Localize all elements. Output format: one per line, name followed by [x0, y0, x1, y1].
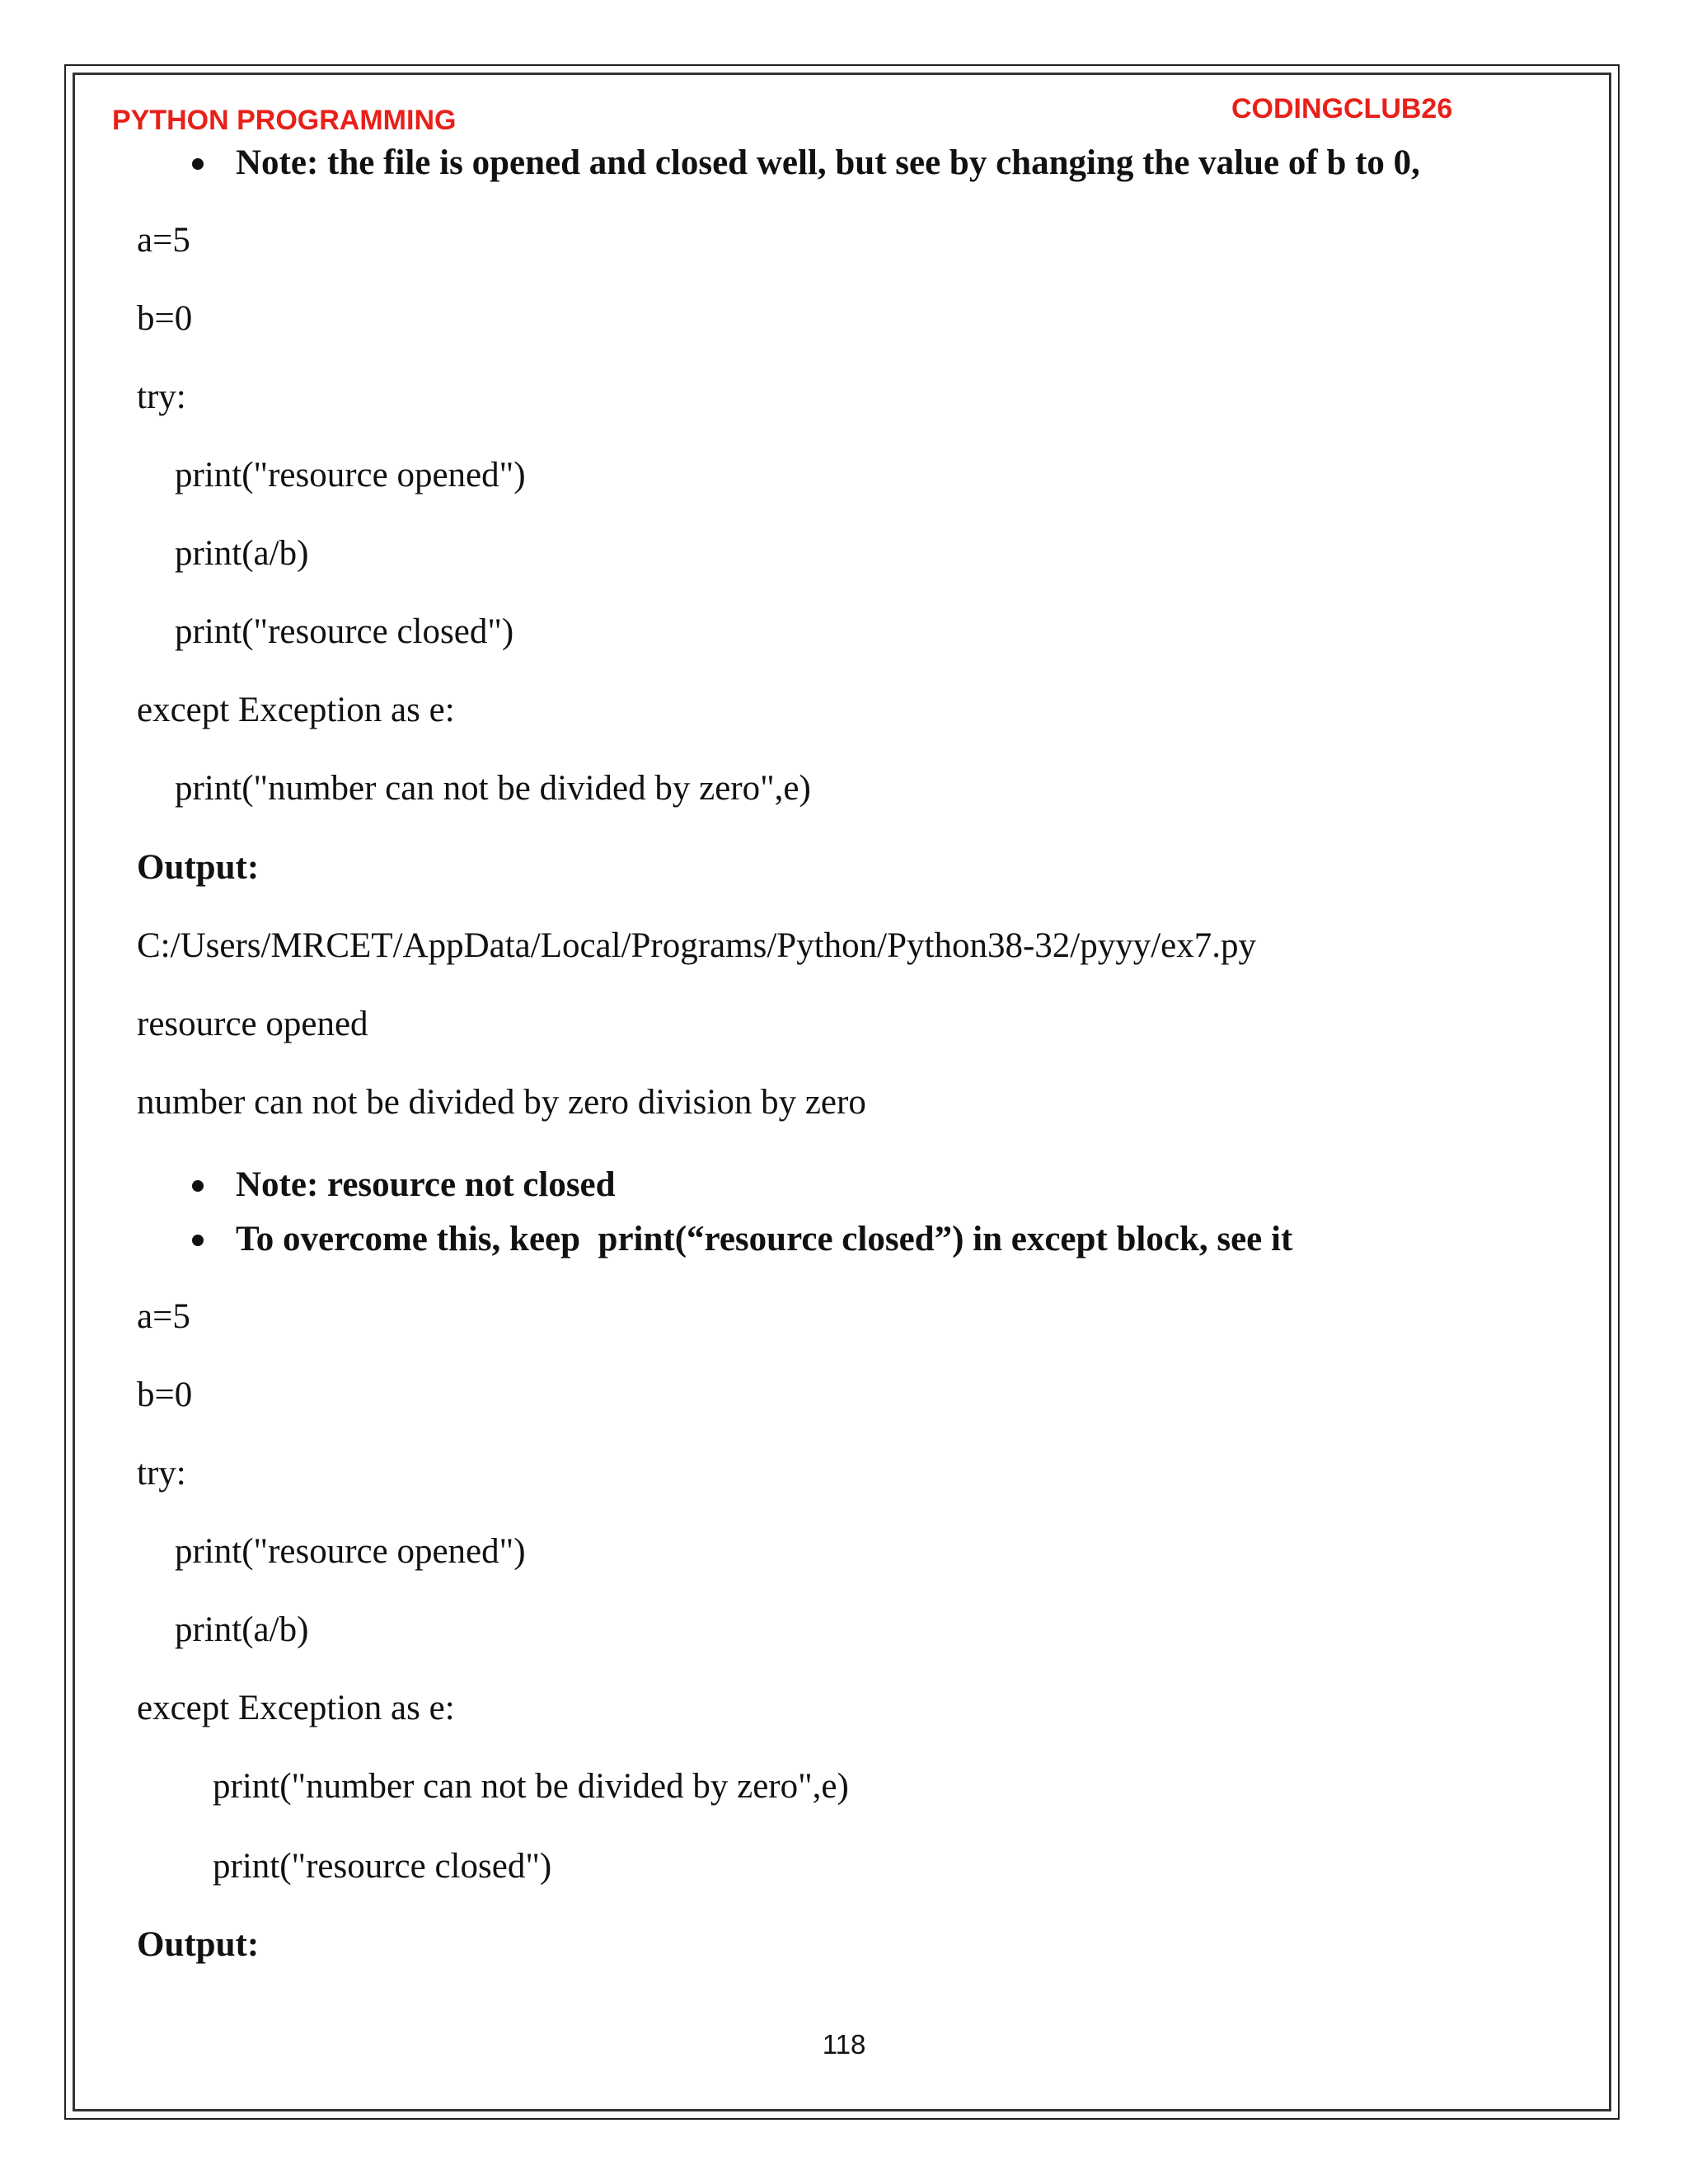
code-line: print(a/b)	[175, 534, 309, 573]
note-line: Note: resource not closed	[236, 1165, 616, 1204]
output-line: resource opened	[137, 1005, 368, 1043]
code-line: print("number can not be divided by zero",e)	[175, 769, 811, 808]
bullet-icon	[192, 1235, 204, 1246]
code-line: print("resource opened")	[175, 1532, 526, 1571]
code-line: print("resource closed")	[213, 1847, 552, 1886]
code-line: b=0	[137, 299, 193, 338]
code-line: a=5	[137, 1297, 190, 1336]
header-left-title: PYTHON PROGRAMMING	[112, 105, 457, 136]
note-line: Note: the file is opened and closed well, but see by changing the value of b to 0,	[236, 143, 1420, 182]
code-line: b=0	[137, 1376, 193, 1414]
output-label: Output:	[137, 848, 260, 887]
code-line: print("number can not be divided by zero",e)	[213, 1767, 849, 1806]
code-line: except Exception as e:	[137, 1689, 455, 1727]
code-line: try:	[137, 1454, 186, 1493]
code-line: a=5	[137, 221, 190, 260]
output-label: Output:	[137, 1925, 260, 1964]
bullet-icon	[192, 1180, 204, 1192]
page-number: 118	[822, 2029, 866, 2060]
output-line: number can not be divided by zero division by zero	[137, 1083, 866, 1122]
output-line: C:/Users/MRCET/AppData/Local/Programs/Python/Python38-32/pyyy/ex7.py	[137, 926, 1257, 965]
header-right-title: CODINGCLUB26	[1231, 93, 1453, 124]
code-line: print(a/b)	[175, 1610, 309, 1649]
bullet-icon	[192, 158, 204, 170]
code-line: try:	[137, 377, 186, 416]
code-line: print("resource opened")	[175, 456, 526, 494]
code-line: except Exception as e:	[137, 691, 455, 729]
code-line: print("resource closed")	[175, 612, 514, 651]
note-line: To overcome this, keep print(“resource closed”) in except block, see it	[236, 1220, 1293, 1258]
